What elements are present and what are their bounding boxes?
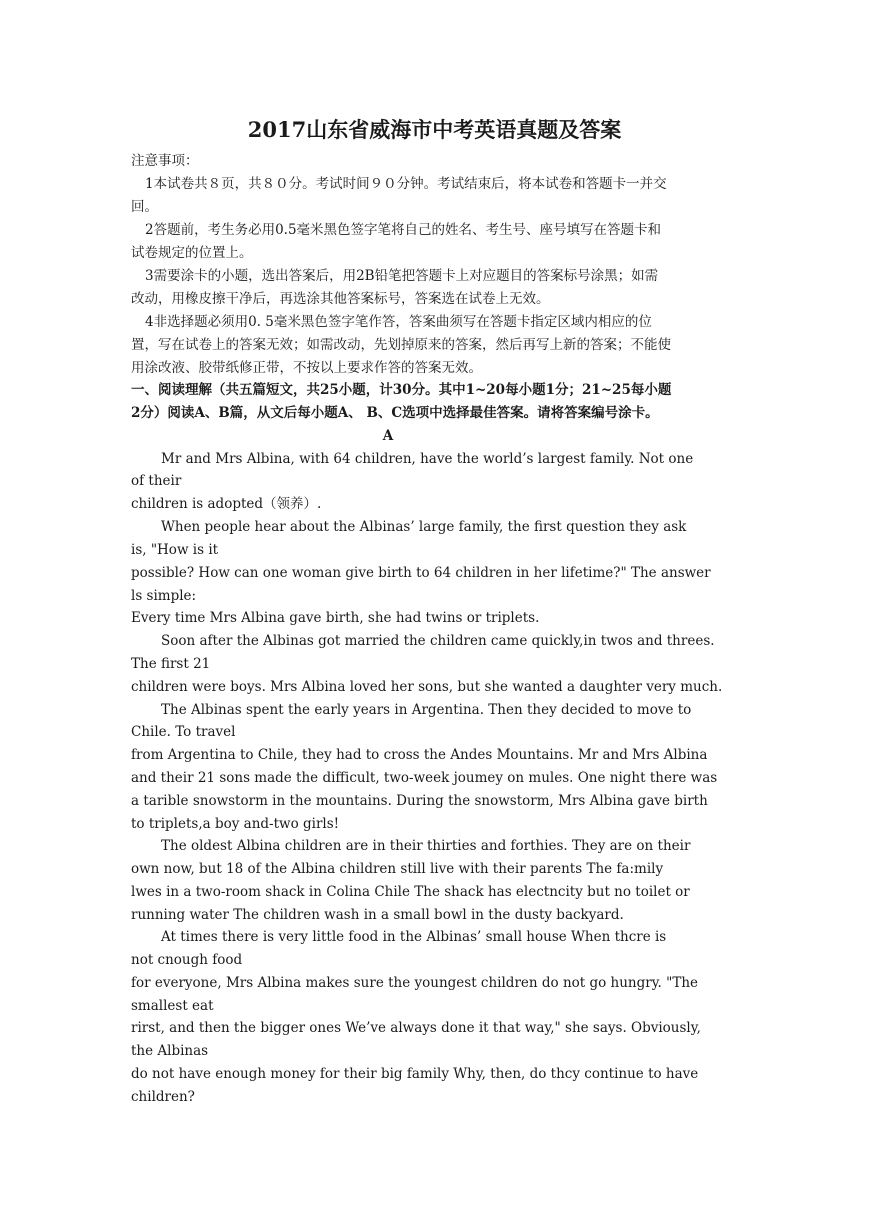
- passage-line: is, "How is it: [131, 542, 219, 558]
- document-title: 2017山东省威海市中考英语真题及答案: [247, 117, 622, 142]
- passage-line: The first 21: [131, 656, 211, 672]
- passage-line: the Albinas: [131, 1043, 209, 1059]
- passage-line: rirst, and then the bigger ones We’ve always done it that way," she says. Obviously,: [131, 1020, 701, 1036]
- passage-line: from Argentina to Chile, they had to cross the Andes Mountains. Mr and Mrs Albina: [131, 747, 708, 763]
- passage-line: running water The children wash in a small bowl in the dusty backyard.: [131, 907, 624, 923]
- notice-line: 4非选择题必须用0. 5毫米黑色签字笔作答，答案曲须写在答题卡指定区域内相应的位: [145, 314, 652, 330]
- passage-line: children is adopted（领养）.: [131, 496, 322, 512]
- passage-line: lwes in a two-room shack in Colina Chile The shack has electncity but no toilet or: [131, 884, 690, 900]
- notice-line: 2答题前，考生务必用0.5毫米黑色签字笔将自己的姓名、考生号、座号填写在答题卡和: [145, 222, 662, 238]
- notice-line: 改动，用橡皮擦干净后，再选涂其他答案标号，答案选在试卷上无效。: [131, 291, 550, 307]
- passage-line: When people hear about the Albinas’ large family, the first question they ask: [161, 519, 687, 535]
- passage-line: do not have enough money for their big family Why, then, do thcy continue to have: [131, 1066, 699, 1082]
- passage-line: At times there is very little food in the Albinas’ small house When thcre is: [161, 929, 667, 945]
- passage-line: of their: [131, 473, 182, 489]
- passage-line: children?: [131, 1089, 195, 1105]
- passage-line: smallest eat: [131, 998, 214, 1014]
- notice-line: 3需要涂卡的小题，选出答案后，用2B铅笔把答题卡上对应题目的答案标号涂黑；如需: [145, 268, 659, 284]
- notice-line: 1本试卷共８页，共８０分。考试时间９０分钟。考试结束后，将本试卷和答题卡一并交: [145, 176, 667, 192]
- passage-line: Every time Mrs Albina gave birth, she had twins or triplets.: [131, 610, 540, 626]
- section-heading-line: 一、阅读理解（共五篇短文，共25小题，计30分。其中1~20每小题1分；21~25每小题: [131, 382, 672, 398]
- passage-line: The oldest Albina children are in their thirties and forthies. They are on their: [161, 838, 691, 854]
- section-heading-line: 2分）阅读A、B篇，从文后每小题A、 B、C选项中选择最佳答案。请将答案编号涂卡。: [131, 405, 659, 421]
- passage-line: The Albinas spent the early years in Argentina. Then they decided to move to: [161, 702, 692, 718]
- passage-line: not cnough food: [131, 952, 243, 968]
- passage-line: possible? How can one woman give birth to 64 children in her lifetime?" The answer: [131, 565, 711, 581]
- notice-line: 置，写在试卷上的答案无效；如需改动，先划掉原来的答案，然后再写上新的答案；不能使: [131, 337, 671, 353]
- passage-line: Mr and Mrs Albina, with 64 children, have the world’s largest family. Not one: [161, 451, 694, 467]
- notice-line: 用涂改液、胶带纸修正带，不按以上要求作答的答案无效。: [131, 360, 482, 376]
- notice-line: 试卷规定的位置上。: [131, 245, 253, 261]
- passage-line: a tarible snowstorm in the mountains. During the snowstorm, Mrs Albina gave birth: [131, 793, 708, 809]
- notice-heading: 注意事项：: [131, 153, 199, 169]
- passage-line: Soon after the Albinas got married the children came quickly,in twos and threes.: [161, 633, 715, 649]
- passage-line: to triplets,a boy and-two girls!: [131, 816, 340, 832]
- notice-line: 回。: [131, 199, 158, 215]
- passage-label: A: [382, 428, 394, 444]
- passage-line: and their 21 sons made the difficult, two-week joumey on mules. One night there was: [131, 770, 718, 786]
- passage-line: own now, but 18 of the Albina children still live with their parents The fa:mily: [131, 861, 664, 877]
- passage-line: children were boys. Mrs Albina loved her sons, but she wanted a daughter very much.: [131, 679, 723, 695]
- passage-line: for everyone, Mrs Albina makes sure the youngest children do not go hungry. "The: [131, 975, 699, 991]
- passage-line: ls simple:: [131, 588, 197, 604]
- passage-line: Chile. To travel: [131, 724, 236, 740]
